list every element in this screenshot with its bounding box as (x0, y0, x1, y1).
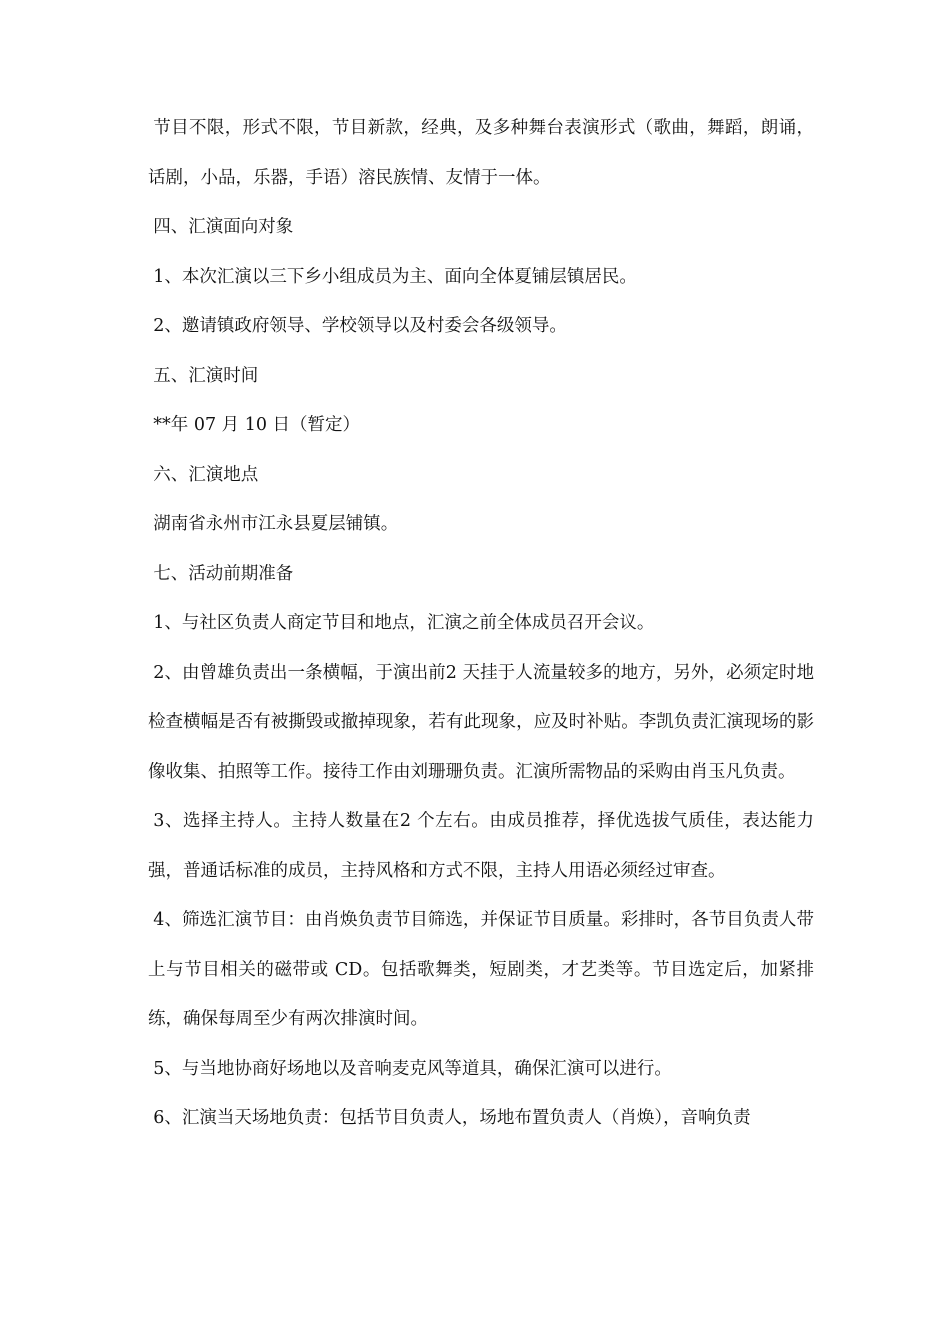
paragraph-time: **年 07 月 10 日（暂定） (153, 415, 361, 435)
heading-location: 六、汇演地点 (153, 464, 259, 485)
paragraph-prep-1: 1、与社区负责人商定节目和地点，汇演之前全体成员召开会议。 (153, 613, 655, 633)
paragraph-prep-4: 4、筛选汇演节目：由肖焕负责节目筛选，并保证节目质量。彩排时，各节目负责人带上与节目相关的磁带或 CD。包括歌舞类，短剧类，才艺类等。节目选定后，加紧排练，确保每周至少有两次排演时间。 (148, 910, 814, 1029)
document-body (148, 104, 814, 1144)
paragraph-prep-2: 2、由曾雄负责出一条横幅，于演出前2 天挂于人流量较多的地方，另外，必须定时地检查横幅是否有被撕毁或撤掉现象，若有此现象，应及时补贴。李凯负责汇演现场的影像收集、拍照等工作。接待工作由刘珊珊负责。汇演所需物品的采购由肖玉凡负责。 (148, 662, 814, 782)
paragraph-audience-2: 2、邀请镇政府领导、学校领导以及村委会各级领导。 (153, 316, 567, 336)
heading-audience: 四、汇演面向对象 (153, 217, 294, 237)
paragraph-prep-6: 6、汇演当天场地负责：包括节目负责人，场地布置负责人（肖焕），音响负责 (153, 1108, 751, 1128)
heading-time: 五、汇演时间 (153, 365, 259, 386)
heading-preparation: 七、活动前期准备 (153, 563, 294, 584)
paragraph-audience-1: 1、本次汇演以三下乡小组成员为主、面向全体夏铺层镇居民。 (153, 266, 637, 287)
paragraph-prep-5: 5、与当地协商好场地以及音响麦克风等道具，确保汇演可以进行。 (153, 1058, 672, 1079)
paragraph-location: 湖南省永州市江永县夏层铺镇。 (153, 514, 399, 534)
paragraph-program-forms: 节目不限，形式不限，节目新款，经典，及多种舞台表演形式（歌曲，舞蹈，朗诵，话剧，小品，乐器，手语）溶民族情、友情于一体。 (148, 118, 814, 188)
paragraph-prep-3: 3、选择主持人。主持人数量在2 个左右。由成员推荐，择优选拔气质佳，表达能力强，普通话标准的成员，主持风格和方式不限，主持人用语必须经过审查。 (148, 811, 814, 881)
